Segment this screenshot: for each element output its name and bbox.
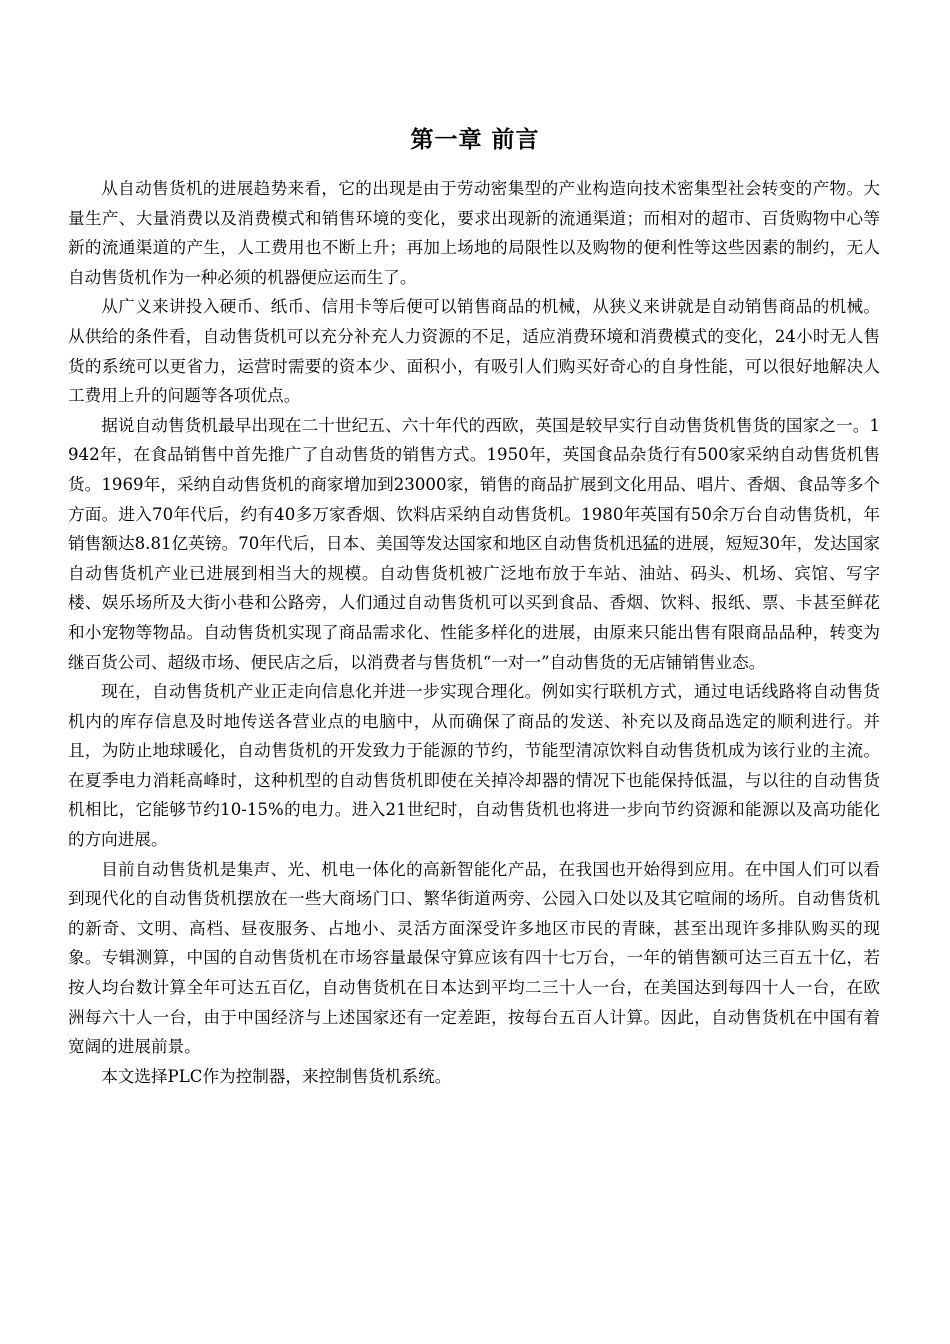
- paragraph: 从自动售货机的进展趋势来看，它的出现是由于劳动密集型的产业构造向技术密集型社会转变的产物。大量生产、大量消费以及消费模式和销售环境的变化，要求出现新的流通渠道；而相对的超市、百货购物中心等新的流通渠道的产生，人工费用也不断上升；再加上场地的局限性以及购物的便利性等这些因素的制约，无人自动售货机作为一种必须的机器便应运而生了。: [68, 179, 880, 287]
- paragraph: 从广义来讲投入硬币、纸币、信用卡等后便可以销售商品的机械，从狭义来讲就是自动销售商品的机械。从供给的条件看，自动售货机可以充分补充人力资源的不足，适应消费环境和消费模式的变化，24小时无人售货的系统可以更省力，运营时需要的资本少、面积小，有吸引人们购买好奇心的自身性能，可以很好地解决人工费用上升的问题等各项优点。: [68, 297, 880, 406]
- paragraph: 据说自动售货机最早出现在二十世纪五、六十年代的西欧，英国是较早实行自动售货机售货的国家之一。1942年，在食品销售中首先推广了自动售货的销售方式。1950年，英国食品杂货行有500家采纳自动售货机售货。1969年，采纳自动售货机的商家增加到23000家，销售的商品扩展到文化用品、唱片、香烟、食品等多个方面。进入70年代后，约有40多万家香烟、饮料店采纳自动售货机。1980年英国有50余万台自动售货机，年销售额达8.81亿英镑。70年代后，日本、美国等发达国家和地区自动售货机迅猛的进展，短短30年，发达国家自动售货机产业已进展到相当大的规模。自动售货机被广泛地布放于车站、油站、码头、机场、宾馆、写字楼、娱乐场所及大街小巷和公路旁，人们通过自动售货机可以买到食品、香烟、饮料、报纸、票、卡甚至鲜花和小宠物等物品。自动售货机实现了商品需求化、性能多样化的进展，由原来只能出售有限商品品种，转变为继百货公司、超级市场、便民店之后，以消费者与售货机“一对一”自动售货的无店铺销售业态。: [68, 415, 880, 672]
- paragraph: 目前自动售货机是集声、光、机电一体化的高新智能化产品，在我国也开始得到应用。在中国人们可以看到现代化的自动售货机摆放在一些大商场门口、繁华街道两旁、公园入口处以及其它喧闹的场所。自动售货机的新奇、文明、高档、昼夜服务、占地小、灵活方面深受许多地区市民的青睐，甚至出现许多排队购买的现象。专辑测算，中国的自动售货机在市场容量最保守算应该有四十七万台，一年的销售额可达三百五十亿，若按人均台数计算全年可达五百亿，自动售货机在日本达到平均二三十人一台，在美国达到每四十人一台，在欧洲每六十人一台，由于中国经济与上述国家还有一定差距，按每台五百人计算。因此，自动售货机在中国有着宽阔的进展前景。: [68, 859, 880, 1057]
- paragraph: 现在，自动售货机产业正走向信息化并进一步实现合理化。例如实行联机方式，通过电话线路将自动售货机内的库存信息及时地传送各营业点的电脑中，从而确保了商品的发送、补充以及商品选定的顺利进行。并且，为防止地球暖化，自动售货机的开发致力于能源的节约，节能型清凉饮料自动售货机成为该行业的主流。在夏季电力消耗高峰时，这种机型的自动售货机即使在关掉冷却器的情况下也能保持低温，与以往的自动售货机相比，它能够节约10-15%的电力。进入21世纪时，自动售货机也将进一步向节约资源和能源以及高功能化的方向进展。: [68, 682, 880, 850]
- chapter-body: [68, 174, 880, 1091]
- paragraph: 本文选择PLC作为控制器，来控制售货机系统。: [101, 1066, 452, 1086]
- chapter-title: 第一章 前言: [410, 127, 540, 153]
